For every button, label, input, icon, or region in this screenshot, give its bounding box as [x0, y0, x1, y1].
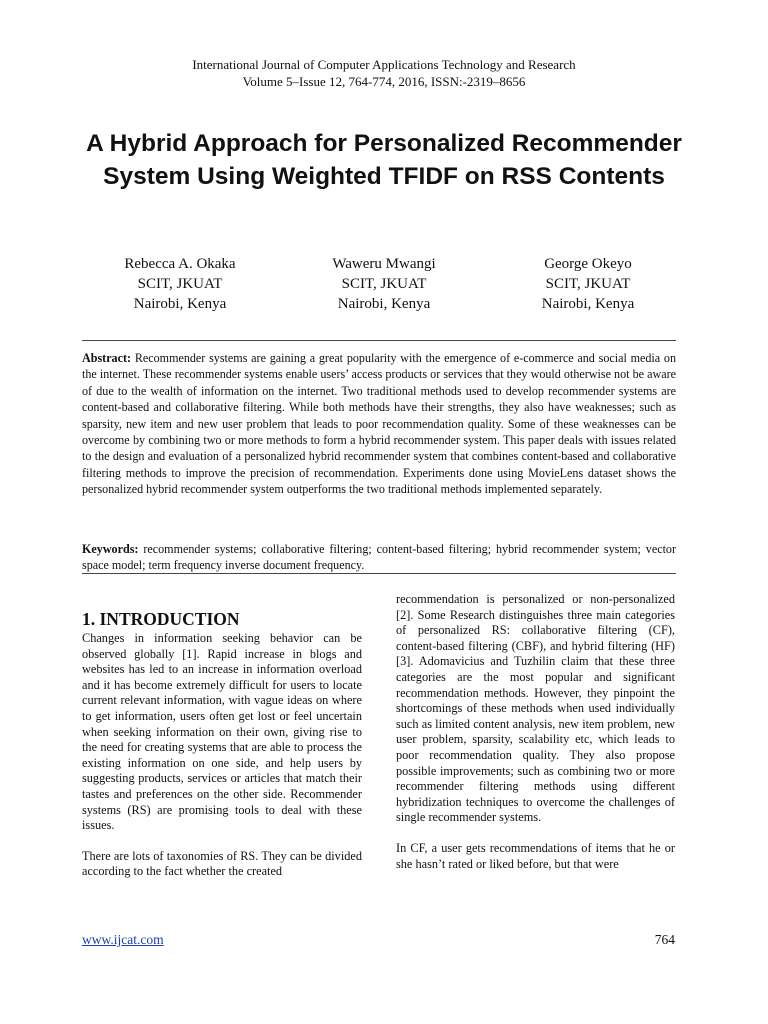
- author-name: Waweru Mwangi: [332, 256, 436, 272]
- paragraph: recommendation is personalized or non-personalized [2]. Some Research distinguishes three main categories of personalized RS: collaborative filtering (CF), content-based filtering (CBF), and hybrid filtering (HF) [3]. Adomavicius and Tuzhilin claim that these three categories are the most popular and significant recommendation methods. However, they pinpoint the shortcomings of these methods when used individually such as limited content analysis, new item problem, new user problem, sparsity, scalability etc, which leads to poor recommendation quality. They also propose possible improvements; such as combining two or more recommender filtering methods using different hybridization techniques to overcome the challenges of single recommender systems.: [396, 592, 675, 825]
- right-column: [396, 592, 675, 872]
- journal-website-link[interactable]: www.ijcat.com: [82, 932, 164, 947]
- author: [80, 254, 280, 314]
- page-number: 764: [654, 932, 675, 947]
- divider: [82, 573, 676, 574]
- author: [284, 254, 484, 314]
- author-name: Rebecca A. Okaka: [124, 256, 236, 272]
- keywords-label: Keywords:: [82, 542, 139, 556]
- abstract-text: Recommender systems are gaining a great popularity with the emergence of e-commerce and social media on the internet. These recommender systems enable users’ access products or services that they would otherwise not be aware of due to the wealth of information on the internet. Two traditional methods used to develop recommender systems are content-based and collaborative filtering. While both methods have their strengths, they also have weaknesses; such as sparsity, new item and new user problem that leads to poor recommendation quality. Some of these weaknesses can be overcome by combining two or more methods to form a hybrid recommender system. This paper deals with issues related to the design and evaluation of a personalized hybrid recommender system that combines content-based and collaborative filtering methods to improve the precision of recommendation. Experiments done using MovieLens dataset shows the personalized hybrid recommender system outperforms the two traditional methods implemented separately.: [82, 351, 676, 497]
- author-affiliation: SCIT, JKUAT: [137, 276, 223, 292]
- author-location: Nairobi, Kenya: [133, 296, 227, 312]
- journal-header: [0, 56, 768, 90]
- left-column: [82, 608, 362, 880]
- author-name: George Okeyo: [544, 256, 632, 272]
- paragraph: In CF, a user gets recommendations of items that he or she hasn’t rated or liked before, but that were: [396, 840, 675, 871]
- author-affiliation: SCIT, JKUAT: [341, 276, 427, 292]
- section-heading: 1. INTRODUCTION: [82, 609, 240, 629]
- paragraph: Changes in information seeking behavior can be observed globally [1]. Rapid increase in blogs and websites has led to an increase in information overload and it has become extremely difficult for users to locate current relevant information, with vague ideas on where to get information, users often get lost or feel uncertain when seeking information on their own, giving rise to the need for creating systems that are able to process the existing information on one side, and help users by suggesting products, services or articles that match their tastes and preferences on the other side. Recommender systems (RS) are promising tools to deal with these issues.: [82, 631, 362, 833]
- divider: [82, 340, 676, 341]
- journal-volume: Volume 5–Issue 12, 764-774, 2016, ISSN:-2319–8656: [242, 74, 526, 89]
- keywords-text: recommender systems; collaborative filtering; content-based filtering; hybrid recommender system; vector space model; term frequency inverse document frequency.: [82, 542, 676, 573]
- author-affiliation: SCIT, JKUAT: [545, 276, 631, 292]
- author-location: Nairobi, Kenya: [541, 296, 635, 312]
- abstract-label: Abstract:: [82, 351, 132, 365]
- author-block: [80, 254, 688, 314]
- abstract: [82, 350, 676, 498]
- author: [488, 254, 688, 314]
- author-location: Nairobi, Kenya: [337, 296, 431, 312]
- paragraph: There are lots of taxonomies of RS. They can be divided according to the fact whether the created: [82, 848, 362, 879]
- paper-title: A Hybrid Approach for Personalized Recommender System Using Weighted TFIDF on RSS Contents: [86, 130, 682, 190]
- journal-name: International Journal of Computer Applications Technology and Research: [192, 57, 576, 72]
- keywords: [82, 541, 676, 574]
